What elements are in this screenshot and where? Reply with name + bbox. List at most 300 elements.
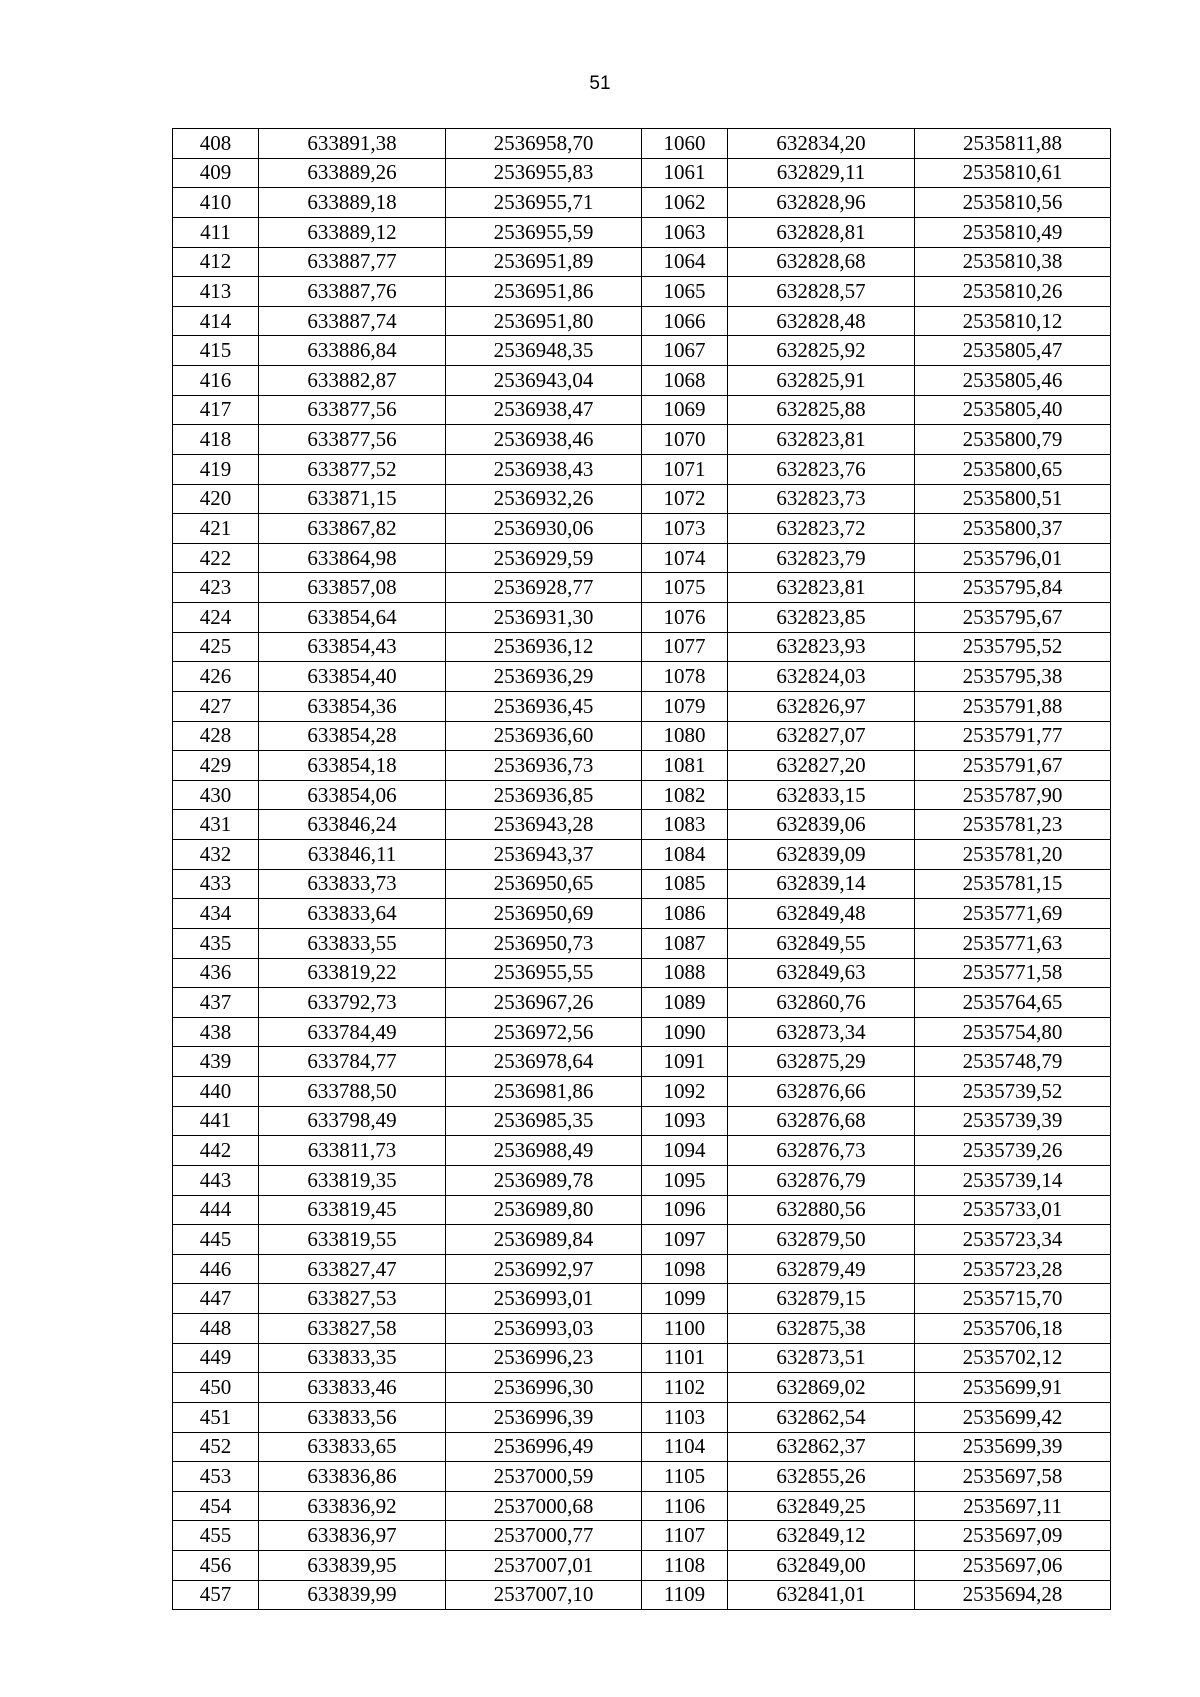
point-number-cell: 445	[173, 1225, 259, 1255]
y-coordinate-cell: 2536958,70	[446, 129, 642, 159]
table-row	[173, 1343, 1111, 1373]
table-row	[173, 129, 1111, 159]
x-coordinate-cell: 632827,07	[728, 721, 915, 751]
y-coordinate-cell: 2536936,60	[446, 721, 642, 751]
table-row	[173, 1491, 1111, 1521]
point-number-cell: 1108	[642, 1551, 728, 1581]
y-coordinate-cell: 2535810,12	[915, 306, 1111, 336]
x-coordinate-cell: 632849,12	[728, 1521, 915, 1551]
point-number-cell: 430	[173, 780, 259, 810]
table-row	[173, 988, 1111, 1018]
table-row	[173, 158, 1111, 188]
y-coordinate-cell: 2536950,69	[446, 899, 642, 929]
x-coordinate-cell: 632876,66	[728, 1077, 915, 1107]
y-coordinate-cell: 2537000,68	[446, 1491, 642, 1521]
x-coordinate-cell: 633854,06	[259, 780, 446, 810]
point-number-cell: 1077	[642, 632, 728, 662]
x-coordinate-cell: 633811,73	[259, 1136, 446, 1166]
y-coordinate-cell: 2535739,39	[915, 1106, 1111, 1136]
y-coordinate-cell: 2535810,38	[915, 247, 1111, 277]
x-coordinate-cell: 632828,81	[728, 217, 915, 247]
x-coordinate-cell: 632849,63	[728, 958, 915, 988]
point-number-cell: 412	[173, 247, 259, 277]
y-coordinate-cell: 2535739,26	[915, 1136, 1111, 1166]
x-coordinate-cell: 632828,48	[728, 306, 915, 336]
y-coordinate-cell: 2535723,28	[915, 1254, 1111, 1284]
point-number-cell: 1072	[642, 484, 728, 514]
y-coordinate-cell: 2535791,77	[915, 721, 1111, 751]
table-row	[173, 721, 1111, 751]
x-coordinate-cell: 633854,18	[259, 751, 446, 781]
x-coordinate-cell: 633836,97	[259, 1521, 446, 1551]
y-coordinate-cell: 2536948,35	[446, 336, 642, 366]
x-coordinate-cell: 632823,76	[728, 454, 915, 484]
x-coordinate-cell: 633854,36	[259, 691, 446, 721]
point-number-cell: 435	[173, 928, 259, 958]
y-coordinate-cell: 2536936,12	[446, 632, 642, 662]
point-number-cell: 456	[173, 1551, 259, 1581]
y-coordinate-cell: 2536951,89	[446, 247, 642, 277]
x-coordinate-cell: 632828,96	[728, 188, 915, 218]
point-number-cell: 418	[173, 425, 259, 455]
point-number-cell: 1078	[642, 662, 728, 692]
point-number-cell: 1076	[642, 603, 728, 633]
y-coordinate-cell: 2535810,56	[915, 188, 1111, 218]
point-number-cell: 1071	[642, 454, 728, 484]
x-coordinate-cell: 632876,68	[728, 1106, 915, 1136]
y-coordinate-cell: 2535795,84	[915, 573, 1111, 603]
point-number-cell: 442	[173, 1136, 259, 1166]
table-row	[173, 1225, 1111, 1255]
y-coordinate-cell: 2535715,70	[915, 1284, 1111, 1314]
table-row	[173, 1254, 1111, 1284]
y-coordinate-cell: 2536950,65	[446, 869, 642, 899]
y-coordinate-cell: 2535739,14	[915, 1165, 1111, 1195]
point-number-cell: 1099	[642, 1284, 728, 1314]
x-coordinate-cell: 633877,56	[259, 395, 446, 425]
point-number-cell: 1089	[642, 988, 728, 1018]
y-coordinate-cell: 2535800,51	[915, 484, 1111, 514]
point-number-cell: 434	[173, 899, 259, 929]
point-number-cell: 1087	[642, 928, 728, 958]
table-row	[173, 662, 1111, 692]
y-coordinate-cell: 2535723,34	[915, 1225, 1111, 1255]
y-coordinate-cell: 2536928,77	[446, 573, 642, 603]
y-coordinate-cell: 2535800,79	[915, 425, 1111, 455]
point-number-cell: 444	[173, 1195, 259, 1225]
y-coordinate-cell: 2535810,26	[915, 277, 1111, 307]
x-coordinate-cell: 632839,06	[728, 810, 915, 840]
y-coordinate-cell: 2535764,65	[915, 988, 1111, 1018]
table-row	[173, 1165, 1111, 1195]
x-coordinate-cell: 632876,73	[728, 1136, 915, 1166]
y-coordinate-cell: 2536996,39	[446, 1402, 642, 1432]
y-coordinate-cell: 2537007,10	[446, 1580, 642, 1610]
y-coordinate-cell: 2535787,90	[915, 780, 1111, 810]
point-number-cell: 446	[173, 1254, 259, 1284]
point-number-cell: 1063	[642, 217, 728, 247]
x-coordinate-cell: 633833,55	[259, 928, 446, 958]
x-coordinate-cell: 633887,77	[259, 247, 446, 277]
page-number: 51	[589, 73, 611, 94]
x-coordinate-cell: 632828,57	[728, 277, 915, 307]
y-coordinate-cell: 2536931,30	[446, 603, 642, 633]
table-row	[173, 899, 1111, 929]
y-coordinate-cell: 2535771,69	[915, 899, 1111, 929]
x-coordinate-cell: 633784,49	[259, 1017, 446, 1047]
x-coordinate-cell: 632823,93	[728, 632, 915, 662]
x-coordinate-cell: 632860,76	[728, 988, 915, 1018]
x-coordinate-cell: 633819,55	[259, 1225, 446, 1255]
x-coordinate-cell: 632823,81	[728, 573, 915, 603]
point-number-cell: 1095	[642, 1165, 728, 1195]
point-number-cell: 1098	[642, 1254, 728, 1284]
y-coordinate-cell: 2535791,67	[915, 751, 1111, 781]
point-number-cell: 1081	[642, 751, 728, 781]
y-coordinate-cell: 2536950,73	[446, 928, 642, 958]
table-row	[173, 632, 1111, 662]
y-coordinate-cell: 2535795,38	[915, 662, 1111, 692]
y-coordinate-cell: 2535810,61	[915, 158, 1111, 188]
y-coordinate-cell: 2536938,46	[446, 425, 642, 455]
x-coordinate-cell: 632834,20	[728, 129, 915, 159]
point-number-cell: 1092	[642, 1077, 728, 1107]
y-coordinate-cell: 2535706,18	[915, 1314, 1111, 1344]
y-coordinate-cell: 2536938,47	[446, 395, 642, 425]
table-row	[173, 1195, 1111, 1225]
x-coordinate-cell: 632862,37	[728, 1432, 915, 1462]
y-coordinate-cell: 2536951,86	[446, 277, 642, 307]
point-number-cell: 1103	[642, 1402, 728, 1432]
x-coordinate-cell: 633877,56	[259, 425, 446, 455]
point-number-cell: 457	[173, 1580, 259, 1610]
table-row	[173, 1521, 1111, 1551]
y-coordinate-cell: 2536943,28	[446, 810, 642, 840]
y-coordinate-cell: 2535795,67	[915, 603, 1111, 633]
x-coordinate-cell: 633836,86	[259, 1462, 446, 1492]
x-coordinate-cell: 633798,49	[259, 1106, 446, 1136]
y-coordinate-cell: 2536972,56	[446, 1017, 642, 1047]
x-coordinate-cell: 632825,88	[728, 395, 915, 425]
x-coordinate-cell: 633877,52	[259, 454, 446, 484]
table-row	[173, 1047, 1111, 1077]
y-coordinate-cell: 2535748,79	[915, 1047, 1111, 1077]
point-number-cell: 424	[173, 603, 259, 633]
x-coordinate-cell: 632879,49	[728, 1254, 915, 1284]
x-coordinate-cell: 633827,53	[259, 1284, 446, 1314]
y-coordinate-cell: 2536951,80	[446, 306, 642, 336]
table-row	[173, 1136, 1111, 1166]
y-coordinate-cell: 2536936,45	[446, 691, 642, 721]
point-number-cell: 1096	[642, 1195, 728, 1225]
x-coordinate-cell: 632873,34	[728, 1017, 915, 1047]
point-number-cell: 1080	[642, 721, 728, 751]
x-coordinate-cell: 633886,84	[259, 336, 446, 366]
x-coordinate-cell: 633819,45	[259, 1195, 446, 1225]
point-number-cell: 1088	[642, 958, 728, 988]
point-number-cell: 1091	[642, 1047, 728, 1077]
y-coordinate-cell: 2536989,78	[446, 1165, 642, 1195]
y-coordinate-cell: 2536996,30	[446, 1373, 642, 1403]
x-coordinate-cell: 632826,97	[728, 691, 915, 721]
y-coordinate-cell: 2535702,12	[915, 1343, 1111, 1373]
x-coordinate-cell: 633889,18	[259, 188, 446, 218]
table-row	[173, 1077, 1111, 1107]
y-coordinate-cell: 2537000,59	[446, 1462, 642, 1492]
x-coordinate-cell: 632849,55	[728, 928, 915, 958]
coordinates-table-body	[173, 129, 1111, 1610]
y-coordinate-cell: 2535805,46	[915, 366, 1111, 396]
point-number-cell: 411	[173, 217, 259, 247]
table-row	[173, 247, 1111, 277]
point-number-cell: 1097	[642, 1225, 728, 1255]
x-coordinate-cell: 633839,95	[259, 1551, 446, 1581]
x-coordinate-cell: 633833,64	[259, 899, 446, 929]
point-number-cell: 1062	[642, 188, 728, 218]
x-coordinate-cell: 633792,73	[259, 988, 446, 1018]
point-number-cell: 1085	[642, 869, 728, 899]
x-coordinate-cell: 633833,35	[259, 1343, 446, 1373]
x-coordinate-cell: 632839,14	[728, 869, 915, 899]
table-row	[173, 1432, 1111, 1462]
table-row	[173, 1462, 1111, 1492]
y-coordinate-cell: 2535739,52	[915, 1077, 1111, 1107]
point-number-cell: 443	[173, 1165, 259, 1195]
point-number-cell: 452	[173, 1432, 259, 1462]
point-number-cell: 437	[173, 988, 259, 1018]
y-coordinate-cell: 2537007,01	[446, 1551, 642, 1581]
point-number-cell: 439	[173, 1047, 259, 1077]
point-number-cell: 1100	[642, 1314, 728, 1344]
y-coordinate-cell: 2536955,71	[446, 188, 642, 218]
table-row	[173, 603, 1111, 633]
x-coordinate-cell: 632849,25	[728, 1491, 915, 1521]
y-coordinate-cell: 2535795,52	[915, 632, 1111, 662]
y-coordinate-cell: 2536981,86	[446, 1077, 642, 1107]
x-coordinate-cell: 632827,20	[728, 751, 915, 781]
x-coordinate-cell: 633846,11	[259, 840, 446, 870]
y-coordinate-cell: 2535697,58	[915, 1462, 1111, 1492]
point-number-cell: 1068	[642, 366, 728, 396]
table-row	[173, 958, 1111, 988]
point-number-cell: 432	[173, 840, 259, 870]
x-coordinate-cell: 632823,79	[728, 543, 915, 573]
x-coordinate-cell: 633891,38	[259, 129, 446, 159]
point-number-cell: 431	[173, 810, 259, 840]
point-number-cell: 427	[173, 691, 259, 721]
x-coordinate-cell: 632839,09	[728, 840, 915, 870]
x-coordinate-cell: 633827,47	[259, 1254, 446, 1284]
x-coordinate-cell: 633854,43	[259, 632, 446, 662]
point-number-cell: 451	[173, 1402, 259, 1432]
point-number-cell: 422	[173, 543, 259, 573]
x-coordinate-cell: 632824,03	[728, 662, 915, 692]
x-coordinate-cell: 632823,73	[728, 484, 915, 514]
table-row	[173, 454, 1111, 484]
point-number-cell: 450	[173, 1373, 259, 1403]
table-row	[173, 514, 1111, 544]
y-coordinate-cell: 2536936,73	[446, 751, 642, 781]
point-number-cell: 1106	[642, 1491, 728, 1521]
x-coordinate-cell: 632825,92	[728, 336, 915, 366]
y-coordinate-cell: 2535771,58	[915, 958, 1111, 988]
table-row	[173, 691, 1111, 721]
x-coordinate-cell: 633784,77	[259, 1047, 446, 1077]
y-coordinate-cell: 2535699,91	[915, 1373, 1111, 1403]
table-row	[173, 1551, 1111, 1581]
x-coordinate-cell: 633836,92	[259, 1491, 446, 1521]
y-coordinate-cell: 2536932,26	[446, 484, 642, 514]
point-number-cell: 1083	[642, 810, 728, 840]
table-row	[173, 277, 1111, 307]
table-row	[173, 840, 1111, 870]
y-coordinate-cell: 2535694,28	[915, 1580, 1111, 1610]
table-row	[173, 751, 1111, 781]
table-row	[173, 869, 1111, 899]
x-coordinate-cell: 633833,56	[259, 1402, 446, 1432]
x-coordinate-cell: 632823,72	[728, 514, 915, 544]
x-coordinate-cell: 632823,81	[728, 425, 915, 455]
y-coordinate-cell: 2535781,20	[915, 840, 1111, 870]
point-number-cell: 1061	[642, 158, 728, 188]
y-coordinate-cell: 2536938,43	[446, 454, 642, 484]
point-number-cell: 1102	[642, 1373, 728, 1403]
x-coordinate-cell: 633833,65	[259, 1432, 446, 1462]
x-coordinate-cell: 632880,56	[728, 1195, 915, 1225]
point-number-cell: 449	[173, 1343, 259, 1373]
point-number-cell: 414	[173, 306, 259, 336]
x-coordinate-cell: 633833,73	[259, 869, 446, 899]
y-coordinate-cell: 2535697,06	[915, 1551, 1111, 1581]
point-number-cell: 1075	[642, 573, 728, 603]
y-coordinate-cell: 2535699,39	[915, 1432, 1111, 1462]
point-number-cell: 1066	[642, 306, 728, 336]
table-row	[173, 1373, 1111, 1403]
point-number-cell: 433	[173, 869, 259, 899]
x-coordinate-cell: 632823,85	[728, 603, 915, 633]
point-number-cell: 1084	[642, 840, 728, 870]
point-number-cell: 408	[173, 129, 259, 159]
point-number-cell: 1069	[642, 395, 728, 425]
x-coordinate-cell: 632841,01	[728, 1580, 915, 1610]
y-coordinate-cell: 2537000,77	[446, 1521, 642, 1551]
table-row	[173, 336, 1111, 366]
y-coordinate-cell: 2536985,35	[446, 1106, 642, 1136]
point-number-cell: 426	[173, 662, 259, 692]
y-coordinate-cell: 2535697,11	[915, 1491, 1111, 1521]
y-coordinate-cell: 2535697,09	[915, 1521, 1111, 1551]
table-row	[173, 484, 1111, 514]
x-coordinate-cell: 632869,02	[728, 1373, 915, 1403]
x-coordinate-cell: 632855,26	[728, 1462, 915, 1492]
point-number-cell: 429	[173, 751, 259, 781]
x-coordinate-cell: 632879,50	[728, 1225, 915, 1255]
x-coordinate-cell: 632879,15	[728, 1284, 915, 1314]
table-row	[173, 780, 1111, 810]
point-number-cell: 416	[173, 366, 259, 396]
y-coordinate-cell: 2536943,04	[446, 366, 642, 396]
point-number-cell: 1070	[642, 425, 728, 455]
x-coordinate-cell: 632828,68	[728, 247, 915, 277]
y-coordinate-cell: 2535800,65	[915, 454, 1111, 484]
x-coordinate-cell: 633788,50	[259, 1077, 446, 1107]
y-coordinate-cell: 2536989,80	[446, 1195, 642, 1225]
x-coordinate-cell: 633833,46	[259, 1373, 446, 1403]
y-coordinate-cell: 2535805,47	[915, 336, 1111, 366]
coordinates-table	[172, 128, 1111, 1610]
y-coordinate-cell: 2535796,01	[915, 543, 1111, 573]
y-coordinate-cell: 2536996,49	[446, 1432, 642, 1462]
x-coordinate-cell: 633882,87	[259, 366, 446, 396]
point-number-cell: 453	[173, 1462, 259, 1492]
point-number-cell: 1101	[642, 1343, 728, 1373]
point-number-cell: 441	[173, 1106, 259, 1136]
x-coordinate-cell: 633819,35	[259, 1165, 446, 1195]
point-number-cell: 1094	[642, 1136, 728, 1166]
y-coordinate-cell: 2535791,88	[915, 691, 1111, 721]
point-number-cell: 428	[173, 721, 259, 751]
y-coordinate-cell: 2536978,64	[446, 1047, 642, 1077]
point-number-cell: 421	[173, 514, 259, 544]
x-coordinate-cell: 632849,00	[728, 1551, 915, 1581]
x-coordinate-cell: 633887,76	[259, 277, 446, 307]
point-number-cell: 1105	[642, 1462, 728, 1492]
point-number-cell: 448	[173, 1314, 259, 1344]
table-row	[173, 928, 1111, 958]
point-number-cell: 1074	[642, 543, 728, 573]
y-coordinate-cell: 2536936,29	[446, 662, 642, 692]
y-coordinate-cell: 2536955,59	[446, 217, 642, 247]
x-coordinate-cell: 632849,48	[728, 899, 915, 929]
x-coordinate-cell: 632873,51	[728, 1343, 915, 1373]
point-number-cell: 447	[173, 1284, 259, 1314]
table-row	[173, 810, 1111, 840]
y-coordinate-cell: 2536967,26	[446, 988, 642, 1018]
y-coordinate-cell: 2535800,37	[915, 514, 1111, 544]
point-number-cell: 410	[173, 188, 259, 218]
point-number-cell: 420	[173, 484, 259, 514]
x-coordinate-cell: 633871,15	[259, 484, 446, 514]
y-coordinate-cell: 2535699,42	[915, 1402, 1111, 1432]
point-number-cell: 1067	[642, 336, 728, 366]
x-coordinate-cell: 632825,91	[728, 366, 915, 396]
x-coordinate-cell: 633864,98	[259, 543, 446, 573]
point-number-cell: 419	[173, 454, 259, 484]
point-number-cell: 1086	[642, 899, 728, 929]
y-coordinate-cell: 2535754,80	[915, 1017, 1111, 1047]
y-coordinate-cell: 2535771,63	[915, 928, 1111, 958]
point-number-cell: 1064	[642, 247, 728, 277]
x-coordinate-cell: 633854,40	[259, 662, 446, 692]
point-number-cell: 417	[173, 395, 259, 425]
table-row	[173, 573, 1111, 603]
y-coordinate-cell: 2535781,23	[915, 810, 1111, 840]
point-number-cell: 436	[173, 958, 259, 988]
point-number-cell: 1090	[642, 1017, 728, 1047]
table-row	[173, 306, 1111, 336]
y-coordinate-cell: 2536993,01	[446, 1284, 642, 1314]
y-coordinate-cell: 2535733,01	[915, 1195, 1111, 1225]
point-number-cell: 454	[173, 1491, 259, 1521]
x-coordinate-cell: 633867,82	[259, 514, 446, 544]
y-coordinate-cell: 2536955,83	[446, 158, 642, 188]
y-coordinate-cell: 2536955,55	[446, 958, 642, 988]
table-row	[173, 366, 1111, 396]
point-number-cell: 438	[173, 1017, 259, 1047]
x-coordinate-cell: 633854,64	[259, 603, 446, 633]
table-row	[173, 1284, 1111, 1314]
y-coordinate-cell: 2536930,06	[446, 514, 642, 544]
